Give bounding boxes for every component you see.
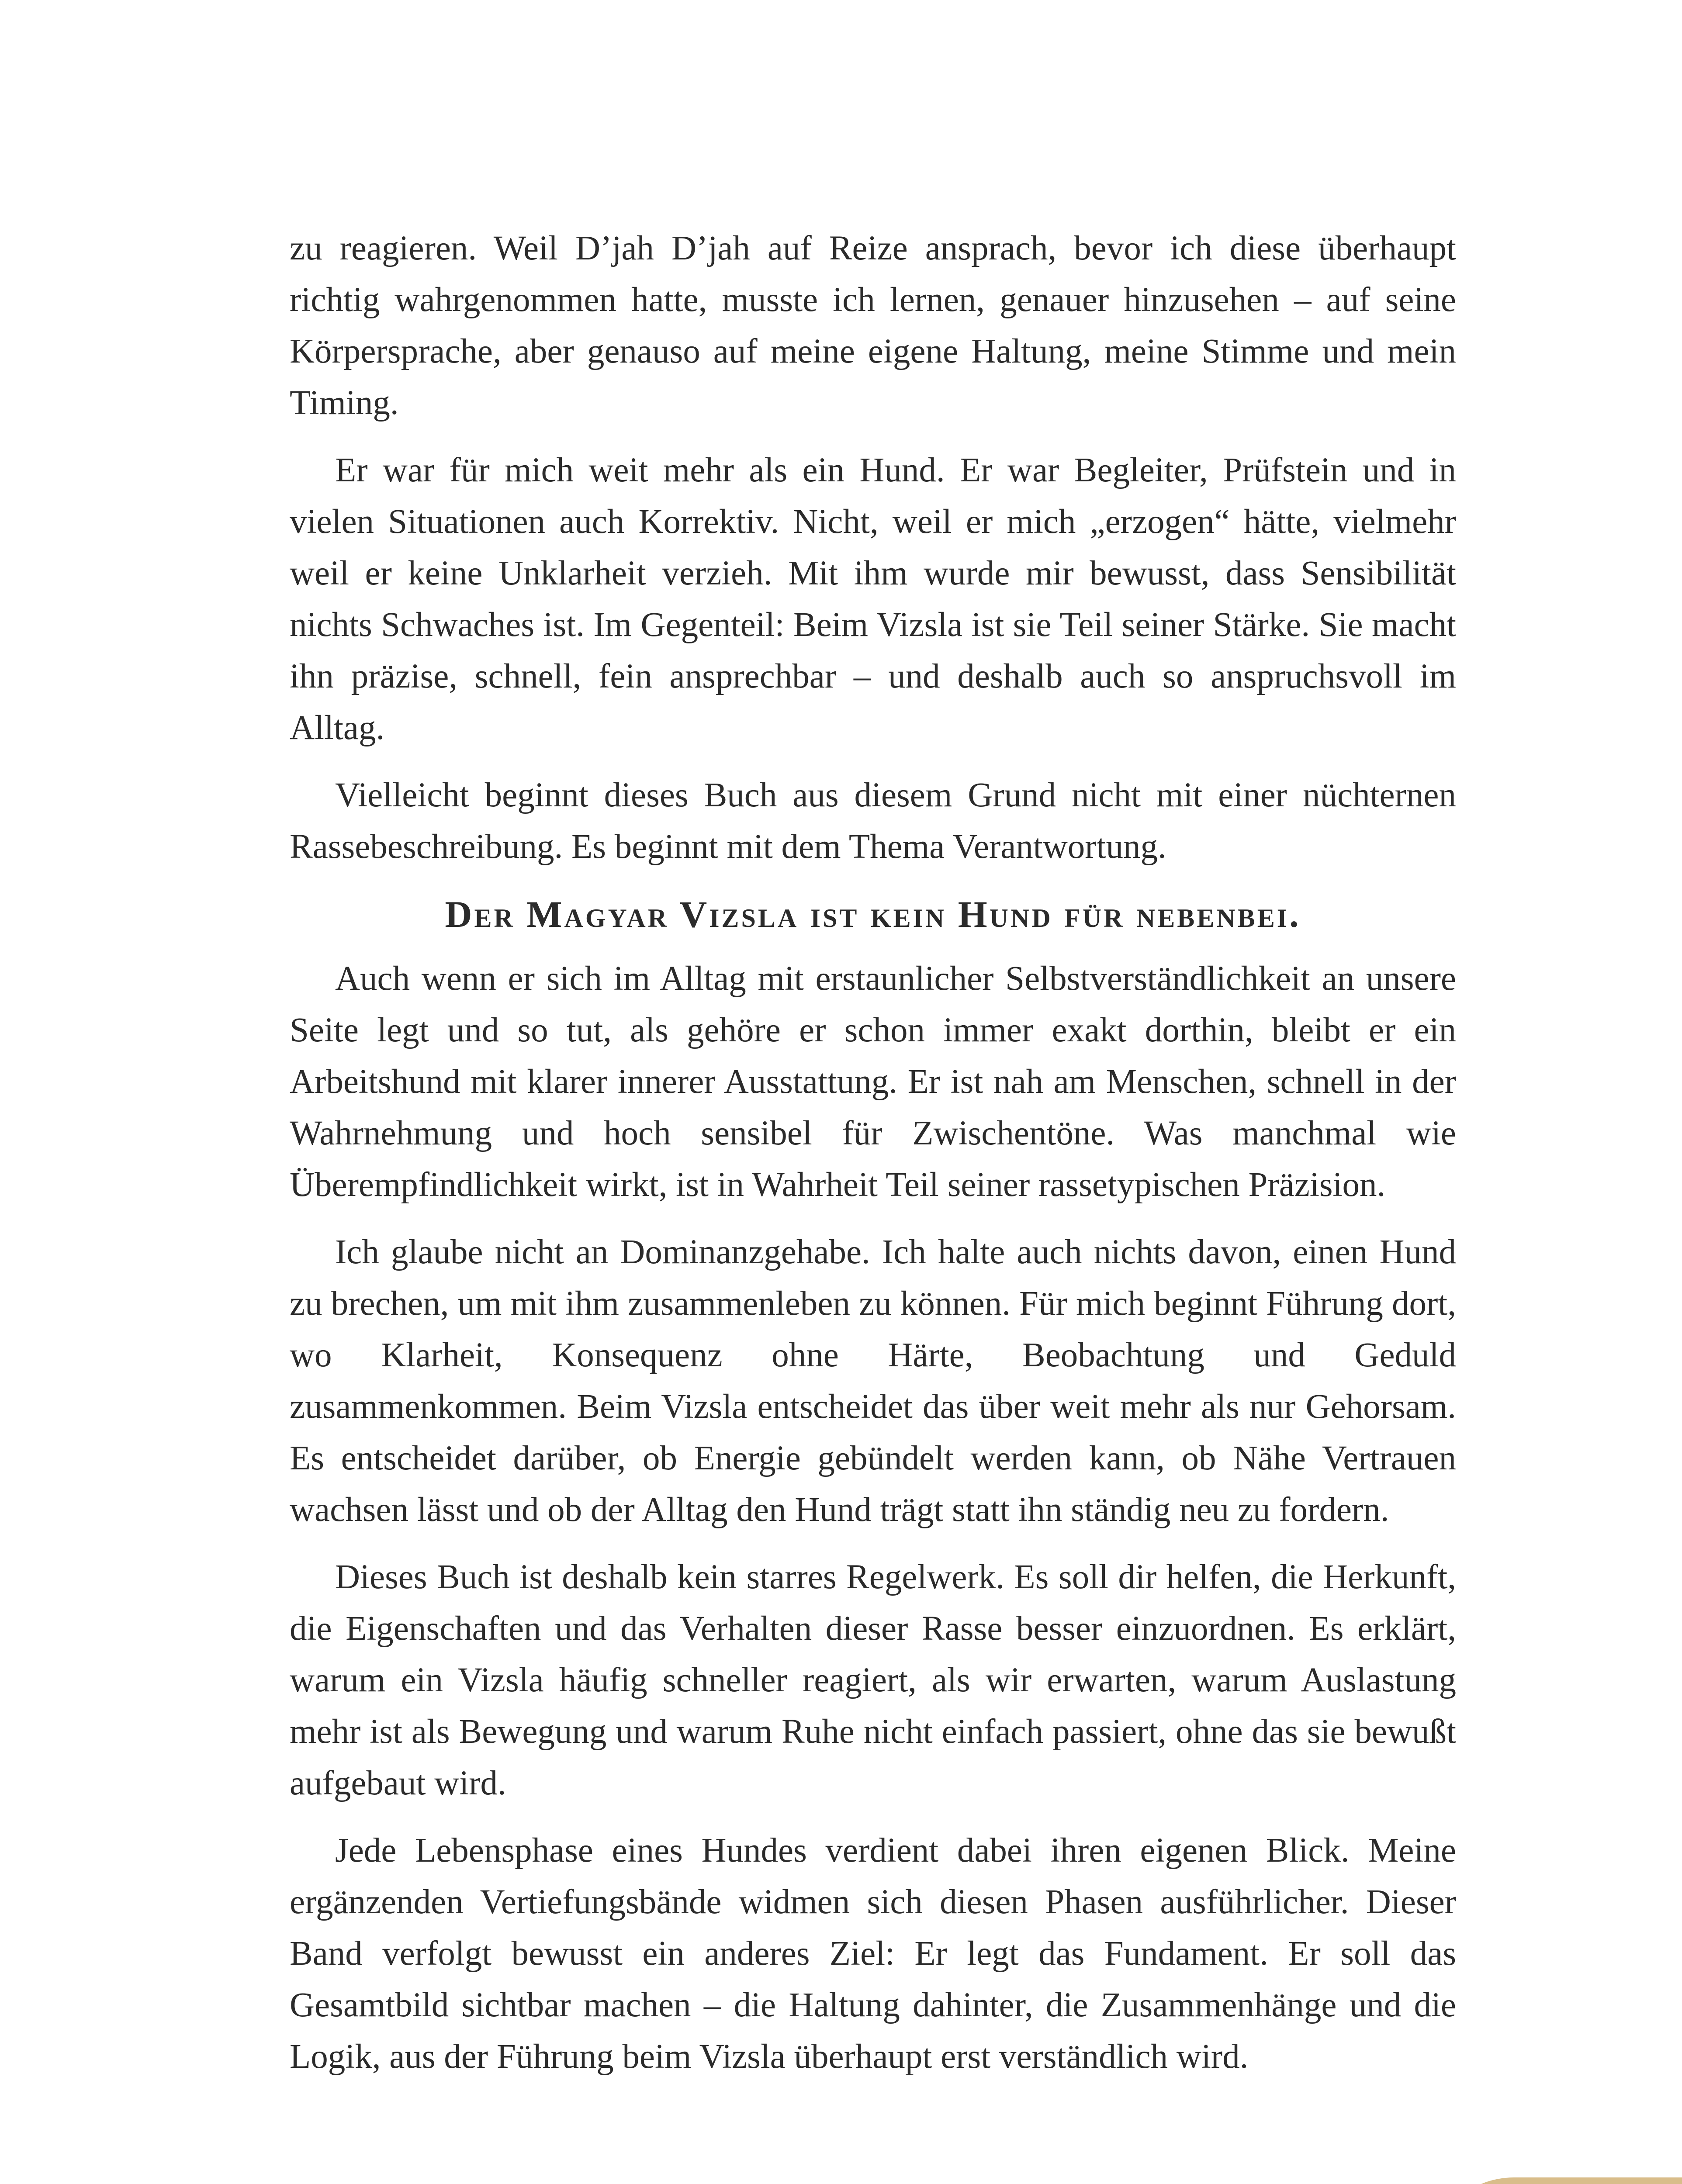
body-text bbox=[290, 223, 1456, 2098]
paragraph: Jede Lebensphase eines Hundes verdient dabei ihren eigenen Blick. Meine ergänzenden Vertiefungsbände widmen sich diesen Phasen ausführlicher. Dieser Band verfolgt bewusst ein anderes Ziel: Er legt das Fundament. Er soll das Gesamtbild sichtbar machen – die Haltung dahinter, die Zusammenhänge und die Logik, aus der Führung beim Vizsla überhaupt erst verständlich wird. bbox=[290, 1832, 1456, 2076]
section-heading: Der Magyar Vizsla ist kein Hund für nebenbei. bbox=[445, 893, 1301, 935]
paragraph: Dieses Buch ist deshalb kein starres Regelwerk. Es soll dir helfen, die Herkunft, die Eigenschaften und das Verhalten dieser Rasse besser einzuordnen. Es erklärt, warum ein Vizsla häufig schneller reagiert, als wir erwarten, warum Auslastung mehr ist als Bewegung und warum Ruhe nicht einfach passiert, ohne das sie bewußt aufgebaut wird. bbox=[290, 1558, 1456, 1802]
paragraph: Er war für mich weit mehr als ein Hund. Er war Begleiter, Prüfstein und in vielen Situationen auch Korrektiv. Nicht, weil er mich „erzogen“ hätte, vielmehr weil er keine Unklarheit verzieh. Mit ihm wurde mir bewusst, dass Sensibilität nichts Schwaches ist. Im Gegenteil: Beim Vizsla ist sie Teil seiner Stärke. Sie macht ihn präzise, schnell, fein ansprechbar – und deshalb auch so anspruchsvoll im Alltag. bbox=[290, 451, 1456, 747]
paragraph: Vielleicht beginnt dieses Buch aus diesem Grund nicht mit einer nüchternen Rassebeschreibung. Es beginnt mit dem Thema Verantwortung. bbox=[290, 776, 1456, 866]
paragraph: Auch wenn er sich im Alltag mit erstaunlicher Selbstverständlichkeit an unsere Seite legt und so tut, als gehöre er schon immer exakt dorthin, bleibt er ein Arbeitshund mit klarer innerer Ausstattung. Er ist nah am Menschen, schnell in der Wahrnehmung und hoch sensibel für Zwischentöne. Was manchmal wie Überempfindlichkeit wirkt, ist in Wahrheit Teil seiner rassetypischen Präzision. bbox=[290, 960, 1456, 1204]
page-number-tab bbox=[1429, 2177, 1682, 2184]
paragraph: Ich glaube nicht an Dominanzgehabe. Ich halte auch nichts davon, einen Hund zu brechen, um mit ihm zusammenleben zu können. Für mich beginnt Führung dort, wo Klarheit, Konsequenz ohne Härte, Beobachtung und Geduld zusammenkommen. Beim Vizsla entscheidet das über weit mehr als nur Gehorsam. Es entscheidet darüber, ob Energie gebündelt werden kann, ob Nähe Vertrauen wachsen lässt und ob der Alltag den Hund trägt statt ihn ständig neu zu fordern. bbox=[290, 1233, 1456, 1529]
paragraph: zu reagieren. Weil D’jah D’jah auf Reize ansprach, bevor ich diese überhaupt richtig wahrgenommen hatte, musste ich lernen, genauer hinzusehen – auf seine Körpersprache, aber genauso auf meine eigene Haltung, meine Stimme und mein Timing. bbox=[290, 229, 1456, 422]
